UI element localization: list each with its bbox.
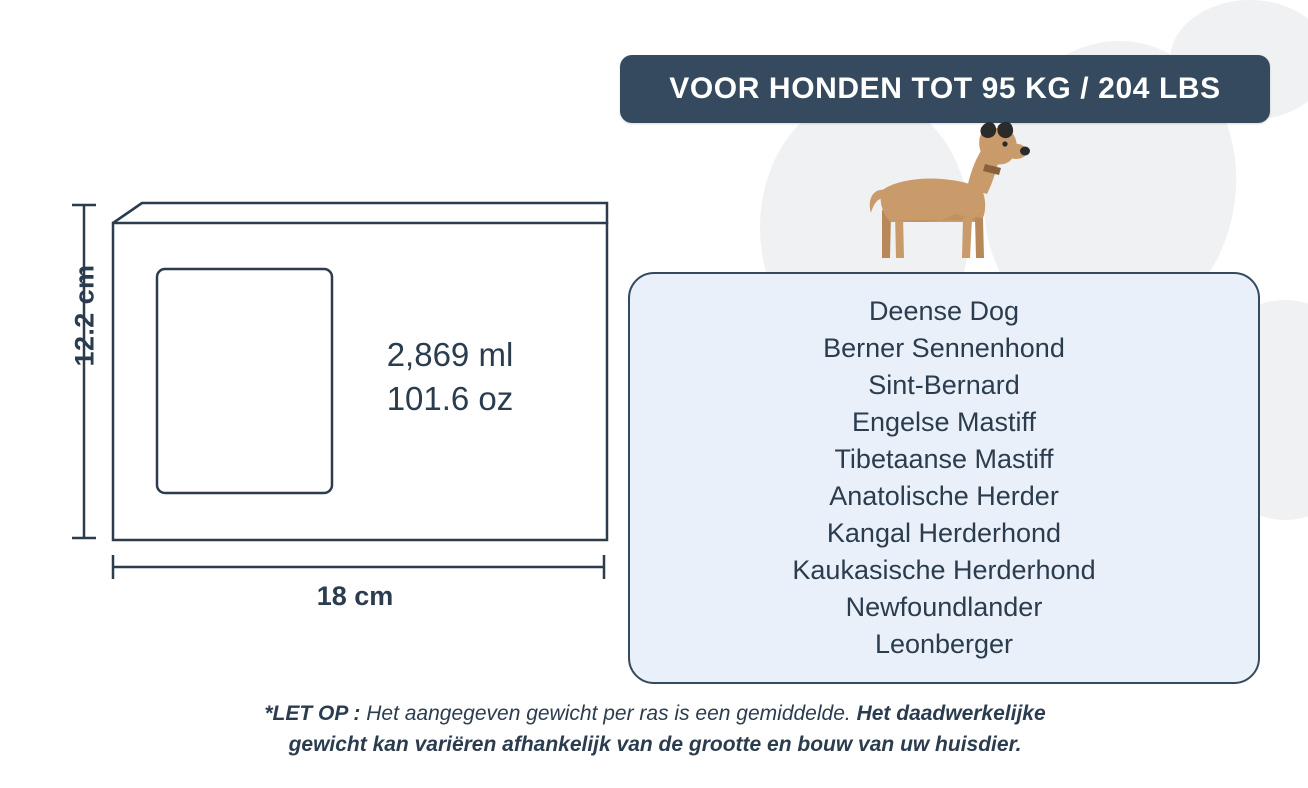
package-diagram (0, 0, 640, 680)
breed-list-item: Engelse Mastiff (851, 407, 1037, 437)
footnote-normal: Het aangegeven gewicht per ras is een gemiddelde. (360, 702, 857, 725)
great-dane-dog-icon (855, 118, 1035, 273)
footnote-lead: *LET OP : (264, 702, 361, 725)
breed-list-item: Sint-Bernard (868, 370, 1020, 400)
volume-ounces: 101.6 oz (386, 380, 514, 417)
height-dimension-line (72, 205, 96, 538)
footnote-bold-line2: gewicht kan variëren afhankelijk van de grootte en bouw van uw huisdier. (288, 733, 1022, 756)
footnote-bold: Het daadwerkelijke (856, 702, 1046, 725)
breed-list-card (628, 272, 1260, 684)
package-width-label: 18 cm (316, 581, 394, 611)
breed-list-item: Berner Sennenhond (823, 333, 1065, 363)
volume-milliliters: 2,869 ml (386, 336, 514, 373)
package-height-label: 12.2 cm (69, 264, 100, 367)
breed-list-item: Deense Dog (868, 296, 1020, 326)
breed-list-item: Anatolische Herder (829, 481, 1059, 511)
footnote (140, 698, 1170, 760)
dog-illustration-svg (855, 118, 1035, 273)
width-dimension-line (113, 555, 604, 579)
weight-banner (620, 55, 1270, 123)
breed-list-item: Tibetaanse Mastiff (834, 444, 1054, 474)
breed-list-item: Kaukasische Herderhond (792, 555, 1096, 585)
box-top-face (113, 203, 607, 224)
package-volume (290, 333, 610, 421)
breed-list-item: Newfoundlander (845, 592, 1043, 622)
weight-banner-text: VOOR HONDEN TOT 95 KG / 204 LBS (669, 72, 1221, 105)
breed-list-item: Kangal Herderhond (826, 518, 1062, 548)
breed-list-item: Leonberger (874, 629, 1014, 659)
